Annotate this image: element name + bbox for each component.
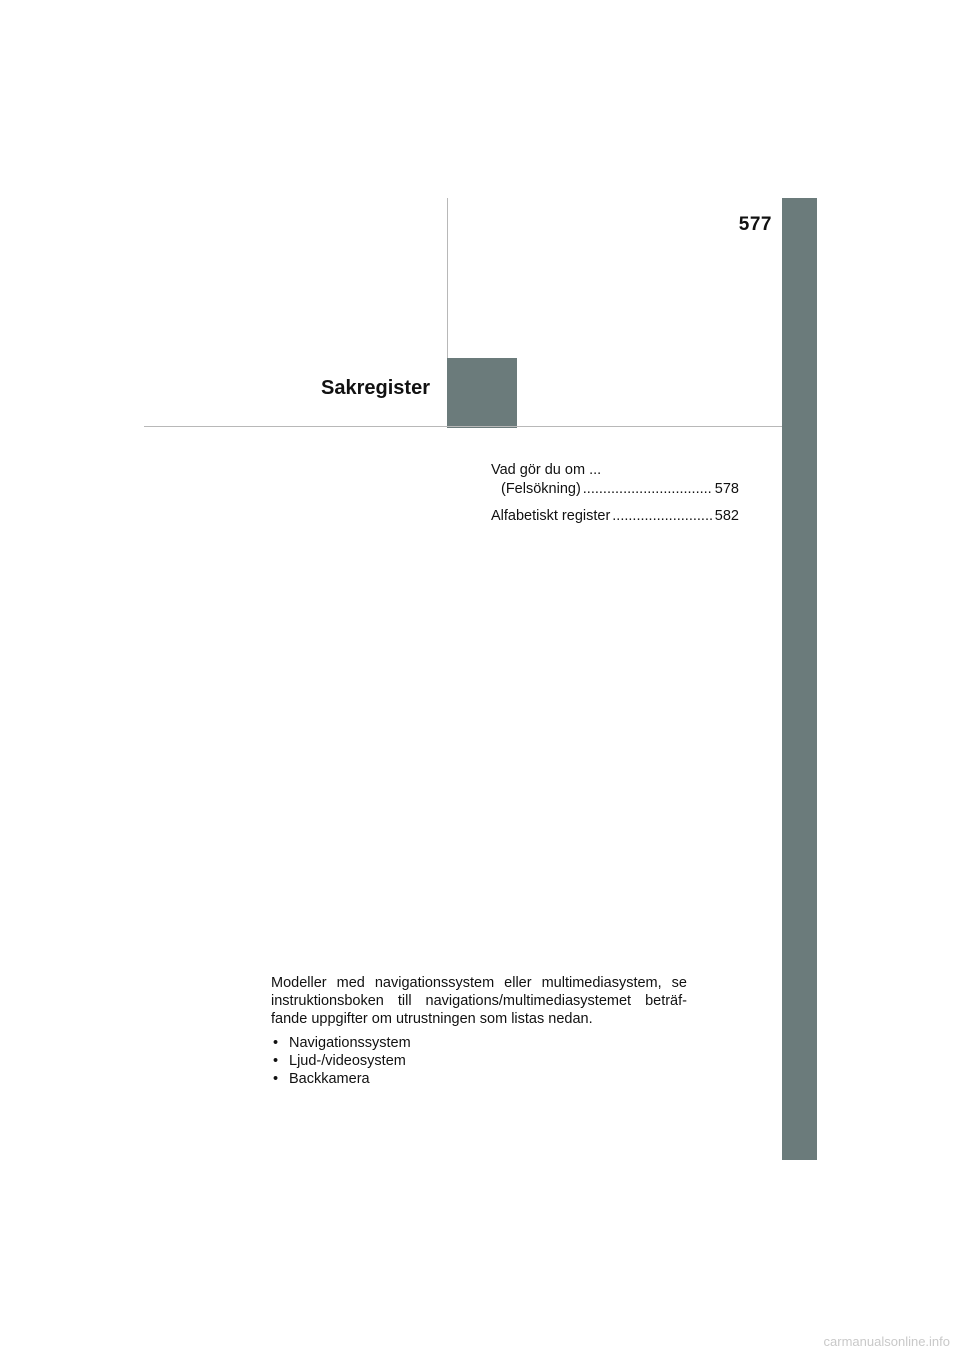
page-number: 577 bbox=[738, 214, 772, 235]
toc-entry-line bbox=[491, 507, 739, 526]
toc-entry-label: (Felsökning) bbox=[501, 481, 581, 497]
dot-leader bbox=[612, 507, 713, 526]
list-item bbox=[271, 1070, 687, 1088]
multimedia-note bbox=[271, 974, 687, 1088]
list-item-label: Backkamera bbox=[289, 1071, 370, 1087]
toc-entry-troubleshooting[interactable] bbox=[491, 461, 739, 499]
list-item-label: Ljud-/videosystem bbox=[289, 1053, 406, 1069]
note-list bbox=[271, 1034, 687, 1088]
toc-entry-line bbox=[491, 480, 739, 499]
header-horizontal-rule bbox=[144, 426, 782, 427]
table-of-contents bbox=[491, 461, 739, 534]
bullet-icon: • bbox=[273, 1053, 279, 1069]
watermark: carmanualsonline.info bbox=[823, 1334, 950, 1349]
header-vertical-rule bbox=[447, 198, 448, 358]
list-item-label: Navigationssystem bbox=[289, 1035, 411, 1051]
note-paragraph: Modeller med navigationssystem eller multimediasystem, se instruktionsboken till navigations/multimediasystemet beträffande uppgifter om utrustningen som listas nedan. bbox=[271, 975, 687, 1027]
toc-entry-label: Vad gör du om ... bbox=[491, 462, 602, 478]
section-title: Sakregister bbox=[321, 377, 430, 399]
list-item bbox=[271, 1052, 687, 1070]
bullet-icon: • bbox=[273, 1035, 279, 1051]
list-item bbox=[271, 1034, 687, 1052]
bullet-icon: • bbox=[273, 1071, 279, 1087]
toc-page-number: 582 bbox=[714, 508, 739, 524]
toc-page-number: 578 bbox=[714, 481, 739, 497]
dot-leader bbox=[583, 480, 713, 499]
toc-entry-label: Alfabetiskt register bbox=[491, 508, 611, 524]
section-color-block bbox=[447, 358, 517, 428]
chapter-side-tab bbox=[782, 198, 817, 1160]
toc-entry-alphabetical-index[interactable] bbox=[491, 507, 739, 526]
toc-entry-line bbox=[491, 461, 739, 480]
